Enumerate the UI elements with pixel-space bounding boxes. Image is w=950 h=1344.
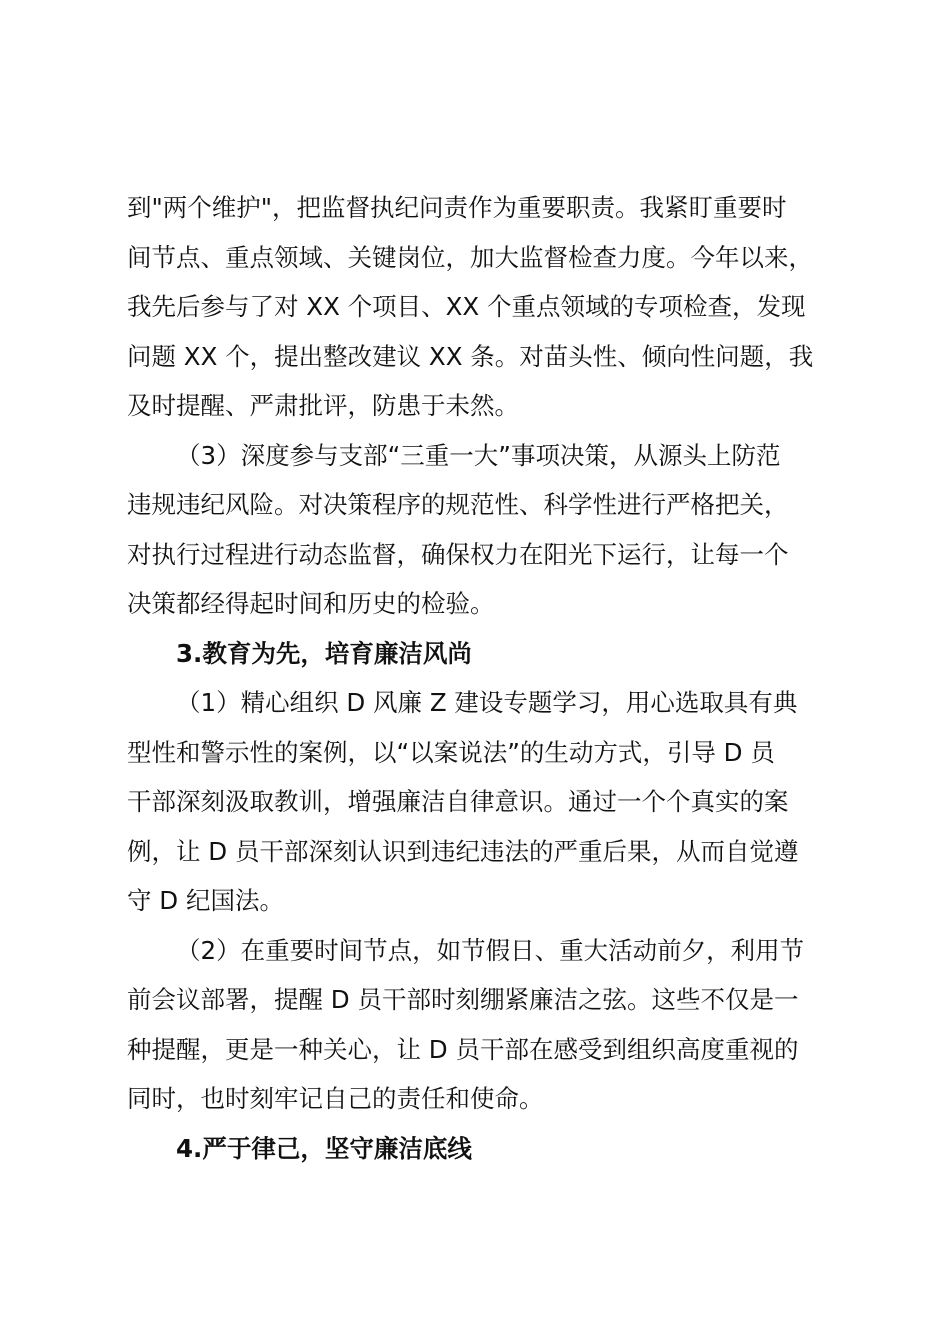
text-line: 到"两个维护"，把监督执纪问责作为重要职责。我紧盯重要时 (127, 193, 787, 222)
text-line: 我先后参与了对 XX 个项目、XX 个重点领域的专项检查，发现 (127, 292, 806, 321)
paragraph-study (127, 678, 827, 926)
document-body (127, 183, 827, 1173)
paragraph-decision-making (127, 431, 827, 629)
text-line: 前会议部署，提醒 D 员干部时刻绷紧廉洁之弦。这些不仅是一 (127, 985, 799, 1014)
text-line: 间节点、重点领域、关键岗位，加大监督检查力度。今年以来， (127, 242, 813, 272)
text-line: 种提醒，更是一种关心，让 D 员干部在感受到组织高度重视的 (127, 1034, 799, 1064)
text-line: 对执行过程进行动态监督，确保权力在阳光下运行，让每一个 (127, 539, 789, 569)
text-line: 及时提醒、严肃批评，防患于未然。 (127, 391, 519, 420)
text-line: 决策都经得起时间和历史的检验。 (127, 589, 495, 618)
text-line: 守 D 纪国法。 (127, 886, 284, 915)
paragraph-reminders (127, 926, 827, 1124)
text-line: 干部深刻汲取教训，增强廉洁自律意识。通过一个个真实的案 (127, 787, 789, 816)
text-line: （3）深度参与支部“三重一大”事项决策，从源头上防范 (176, 440, 781, 470)
text-line: 问题 XX 个，提出整改建议 XX 条。对苗头性、倾向性问题，我 (127, 341, 814, 371)
paragraph-supervision (127, 183, 827, 431)
text-line: 违规违纪风险。对决策程序的规范性、科学性进行严格把关， (127, 490, 789, 519)
section-heading-self-discipline: 4.严于律己，坚守廉洁底线 (176, 1133, 472, 1163)
text-line: （1）精心组织 D 风廉 Z 建设专题学习，用心选取具有典 (176, 688, 798, 717)
text-line: 型性和警示性的案例，以“以案说法”的生动方式，引导 D 员 (127, 737, 775, 767)
text-line: 例，让 D 员干部深刻认识到违纪违法的严重后果，从而自觉遵 (127, 836, 799, 866)
text-line: （2）在重要时间节点，如节假日、重大活动前夕，利用节 (176, 935, 805, 965)
section-heading-education: 3.教育为先，培育廉洁风尚 (176, 638, 472, 668)
text-line: 同时，也时刻牢记自己的责任和使命。 (127, 1084, 544, 1113)
